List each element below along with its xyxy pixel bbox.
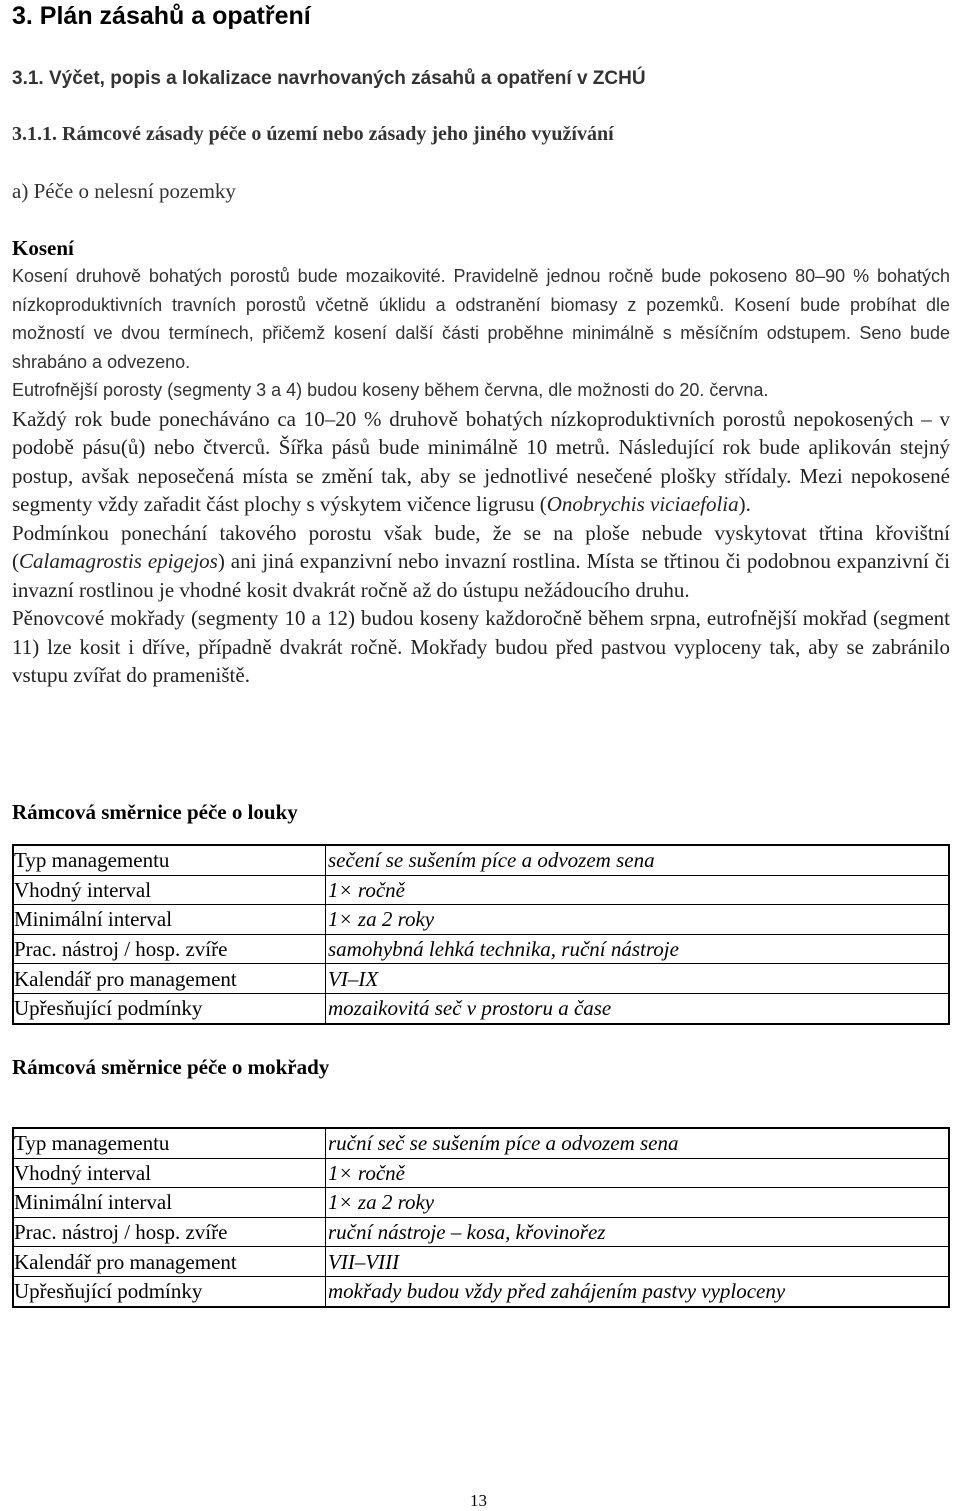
table-row-value: samohybná lehká technika, ruční nástroje — [326, 934, 950, 964]
table-mokrady-title: Rámcová směrnice péče o mokřady — [12, 1055, 330, 1079]
table-row-label: Prac. nástroj / hosp. zvíře — [13, 934, 326, 964]
table-row-value: 1× ročně — [326, 875, 950, 905]
table-row-label: Kalendář pro management — [13, 964, 326, 994]
paragraph-4 — [12, 519, 950, 605]
topic-heading: a) Péče o nelesní pozemky — [12, 179, 236, 203]
table-row-value: ruční nástroje – kosa, křovinořez — [326, 1217, 950, 1247]
table-row-label: Kalendář pro management — [13, 1247, 326, 1277]
subsection-heading: 3.1. Výčet, popis a lokalizace navrhovaných zásahů a opatření v ZCHÚ — [12, 68, 646, 89]
table-row-value: mokřady budou vždy před zahájením pastvy vyploceny — [326, 1276, 950, 1306]
page-number: 13 — [470, 1491, 487, 1510]
table-row-label: Prac. nástroj / hosp. zvíře — [13, 1217, 326, 1247]
table-row — [13, 875, 949, 905]
table-row — [13, 1188, 949, 1218]
table-row — [13, 1128, 949, 1158]
table-row-value: ruční seč se sušením píce a odvozem sena — [326, 1128, 950, 1158]
table-row-value: sečení se sušením píce a odvozem sena — [326, 845, 950, 875]
paragraph-3b-text: Mezi nepokosené segmenty vždy zařadit část plochy s výskytem vičence ligrusu ( — [12, 463, 950, 516]
table-row-label: Typ managementu — [13, 1128, 326, 1158]
table-row-label: Vhodný interval — [13, 1158, 326, 1188]
table-row — [13, 1158, 949, 1188]
table-row-value: 1× ročně — [326, 1158, 950, 1188]
table-row-label: Typ managementu — [13, 845, 326, 875]
table-row — [13, 964, 949, 994]
paragraph-1: Kosení druhově bohatých porostů bude mozaikovité. Pravidelně jednou ročně bude pokoseno 80–90 % bohatých nízkoproduktivních travních porostů včetně úklidu a odstranění biomasy z pozemků. Kosení bude probíhat dle možností ve dvou termínech, přičemž kosení další části proběhne minimálně s měsíčním odstupem. Seno bude shrabáno a odvezeno. — [12, 266, 950, 372]
table-row — [13, 993, 949, 1023]
paragraph-5: Pěnovcové mokřady (segmenty 10 a 12) budou koseny každoročně během srpna, eutrofnější mokřad (segment 11) lze kosit i dříve, případně dvakrát ročně. Mokřady budou před pastvou vyploceny tak, aby se zabránilo vstupu zvířat do prameniště. — [12, 606, 950, 687]
table-row-label: Upřesňující podmínky — [13, 993, 326, 1023]
table-row — [13, 1247, 949, 1277]
table-row-label: Upřesňující podmínky — [13, 1276, 326, 1306]
paragraph-3 — [12, 405, 950, 519]
paragraph-3c-text: ). — [738, 492, 751, 516]
table-row-value: mozaikovitá seč v prostoru a čase — [326, 993, 950, 1023]
table-row-label: Minimální interval — [13, 1188, 326, 1218]
paragraph-2: Eutrofnější porosty (segmenty 3 a 4) budou koseny během června, dle možnosti do 20. června. — [12, 380, 769, 400]
table-row-value: VII–VIII — [326, 1247, 950, 1277]
table-louky — [12, 844, 950, 1025]
table-row-value: VI–IX — [326, 964, 950, 994]
species-name-onobrychis: Onobrychis viciaefolia — [546, 492, 739, 516]
table-row — [13, 934, 949, 964]
paragraph-4a-text: Podmínkou ponechání takového porostu však bude, že se na ploše nebude vyskytovat třtina křovištní ( — [12, 520, 950, 573]
section-heading: 3. Plán zásahů a opatření — [12, 2, 311, 30]
table-row-label: Vhodný interval — [13, 875, 326, 905]
table-row — [13, 1276, 949, 1306]
table-row — [13, 845, 949, 875]
kosení-heading: Kosení — [12, 236, 74, 260]
subsubsection-heading: 3.1.1. Rámcové zásady péče o území nebo zásady jeho jiného využívání — [12, 123, 614, 145]
table-row-label: Minimální interval — [13, 905, 326, 935]
table-row — [13, 905, 949, 935]
paragraph-4b-text: ) ani jiná expanzivní nebo invazní rostlina. Místa se třtinou či podobnou expanzivní či invazní rostlinou je vhodné kosit dvakrát ročně až do ústupu nežádoucího druhu. — [12, 549, 950, 602]
table-row — [13, 1217, 949, 1247]
species-name-calamagrostis: Calamagrostis epigejos — [19, 549, 218, 573]
table-louky-title: Rámcová směrnice péče o louky — [12, 800, 298, 824]
paragraph-3-text: Každý rok bude ponecháváno ca 10–20 % druhově bohatých nízkoproduktivních porostů nepokosených – v podobě pásu(ů) nebo čtverců. Šířka pásů bude minimálně 10 metrů. Následující rok bude aplikován stejný postup, avšak neposečená místa se změní tak, aby se jednotlivé nesečené plošky střídaly. — [12, 406, 950, 488]
table-row-value: 1× za 2 roky — [326, 905, 950, 935]
table-row-value: 1× za 2 roky — [326, 1188, 950, 1218]
table-mokrady — [12, 1127, 950, 1308]
body-text — [12, 262, 950, 690]
